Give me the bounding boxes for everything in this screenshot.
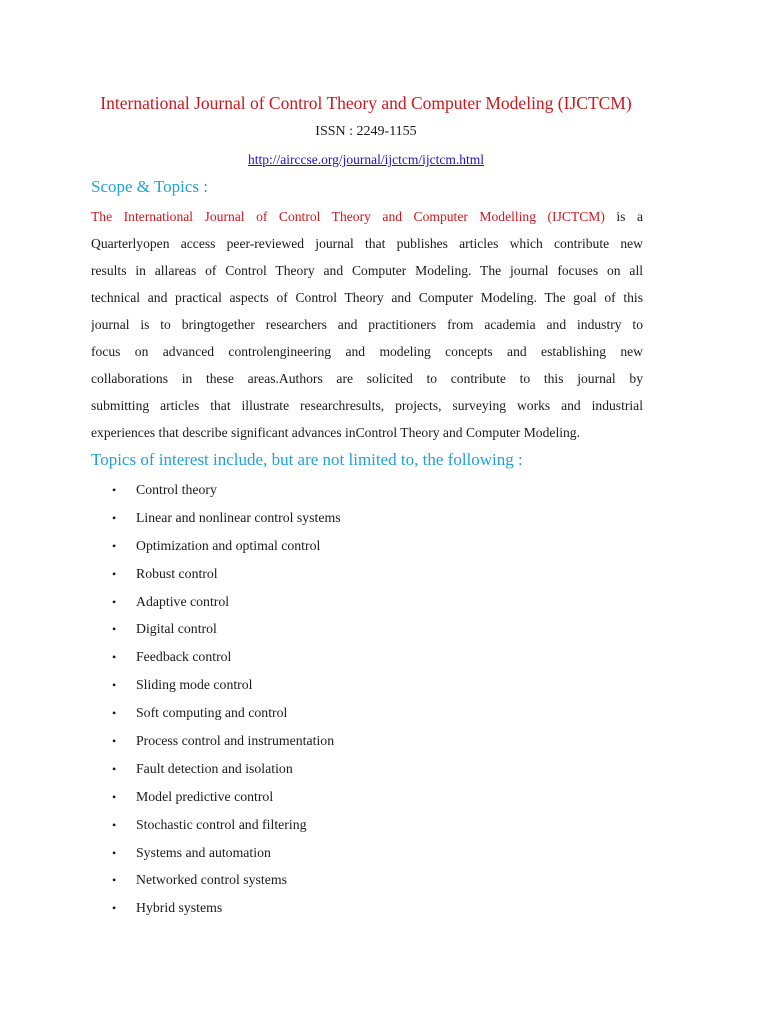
list-item [112, 564, 341, 592]
list-item [112, 536, 341, 564]
list-item [112, 815, 341, 843]
paragraph-line-text: submitting articles that illustrate researchresults, projects, surveying works and industrial [91, 398, 643, 413]
list-item [112, 759, 341, 787]
topic-label: Feedback control [136, 649, 232, 665]
paragraph-line [91, 234, 643, 261]
bullet-icon: • [112, 706, 117, 721]
bullet-icon: • [112, 845, 117, 860]
scope-paragraph [91, 207, 643, 450]
paragraph-line-text: experiences that describe significant advances inControl Theory and Computer Modeling. [91, 425, 580, 440]
list-item [112, 592, 341, 620]
journal-url-link[interactable]: http://airccse.org/journal/ijctcm/ijctcm.html [248, 152, 484, 167]
issn-number: ISSN : 2249-1155 [315, 124, 417, 139]
paragraph-line-text: is a [604, 209, 643, 224]
topic-label: Networked control systems [136, 872, 287, 888]
journal-name-highlight: The International Journal of Control Theory and Computer Modelling (IJCTCM) [91, 209, 605, 224]
bullet-icon: • [112, 566, 117, 581]
topic-label: Sliding mode control [136, 677, 253, 693]
list-item [112, 619, 341, 647]
bullet-icon: • [112, 650, 117, 665]
topic-label: Optimization and optimal control [136, 537, 321, 553]
paragraph-line [91, 261, 643, 288]
scope-heading: Scope & Topics : [91, 177, 209, 196]
paragraph-line-text: collaborations in these areas.Authors are solicited to contribute to this journal by [91, 371, 643, 386]
paragraph-line-text: journal is to bringtogether researchers and practitioners from academia and industry to [91, 317, 643, 332]
topic-label: Control theory [136, 482, 217, 497]
paragraph-line [91, 315, 643, 342]
list-item [112, 647, 341, 675]
bullet-icon: • [112, 901, 117, 916]
topic-label: Stochastic control and filtering [136, 816, 307, 832]
list-item [112, 843, 341, 871]
bullet-icon: • [112, 678, 117, 693]
paragraph-line [91, 288, 643, 315]
list-item [112, 508, 341, 536]
bullet-icon: • [112, 594, 117, 609]
topic-label: Process control and instrumentation [136, 733, 335, 749]
topic-label: Robust control [136, 565, 218, 581]
paragraph-line [91, 369, 643, 396]
topic-label: Linear and nonlinear control systems [136, 509, 341, 525]
topic-list [112, 480, 341, 926]
list-item [112, 898, 341, 926]
bullet-icon: • [112, 873, 117, 888]
paragraph-line [91, 207, 643, 234]
topic-label: Digital control [136, 621, 217, 637]
topic-label: Soft computing and control [136, 705, 288, 721]
journal-title: International Journal of Control Theory and Computer Modeling (IJCTCM) [100, 93, 632, 113]
paragraph-line-text: Quarterlyopen access peer-reviewed journal that publishes articles which contribute new [91, 236, 643, 251]
paragraph-line [91, 342, 643, 369]
topic-label: Fault detection and isolation [136, 760, 293, 776]
bullet-icon: • [112, 817, 117, 832]
topic-label: Model predictive control [136, 788, 274, 804]
topic-label: Systems and automation [136, 844, 271, 860]
list-item [112, 480, 341, 508]
topic-label: Adaptive control [136, 593, 230, 609]
bullet-icon: • [112, 734, 117, 749]
paragraph-line-text: focus on advanced controlengineering and modeling concepts and establishing new [91, 344, 643, 359]
paragraph-line [91, 396, 643, 423]
list-item [112, 731, 341, 759]
paragraph-line [91, 423, 643, 450]
topics-heading: Topics of interest include, but are not limited to, the following : [91, 450, 523, 469]
bullet-icon: • [112, 483, 117, 497]
paragraph-line-text: technical and practical aspects of Control Theory and Computer Modeling. The goal of this [91, 290, 643, 305]
bullet-icon: • [112, 761, 117, 776]
paragraph-line-text: results in allareas of Control Theory and Computer Modeling. The journal focuses on all [91, 263, 643, 278]
list-item [112, 870, 341, 898]
list-item [112, 787, 341, 815]
bullet-icon: • [112, 538, 117, 553]
list-item [112, 675, 341, 703]
bullet-icon: • [112, 622, 117, 637]
bullet-icon: • [112, 510, 117, 525]
bullet-icon: • [112, 789, 117, 804]
list-item [112, 703, 341, 731]
topic-label: Hybrid systems [136, 900, 223, 916]
